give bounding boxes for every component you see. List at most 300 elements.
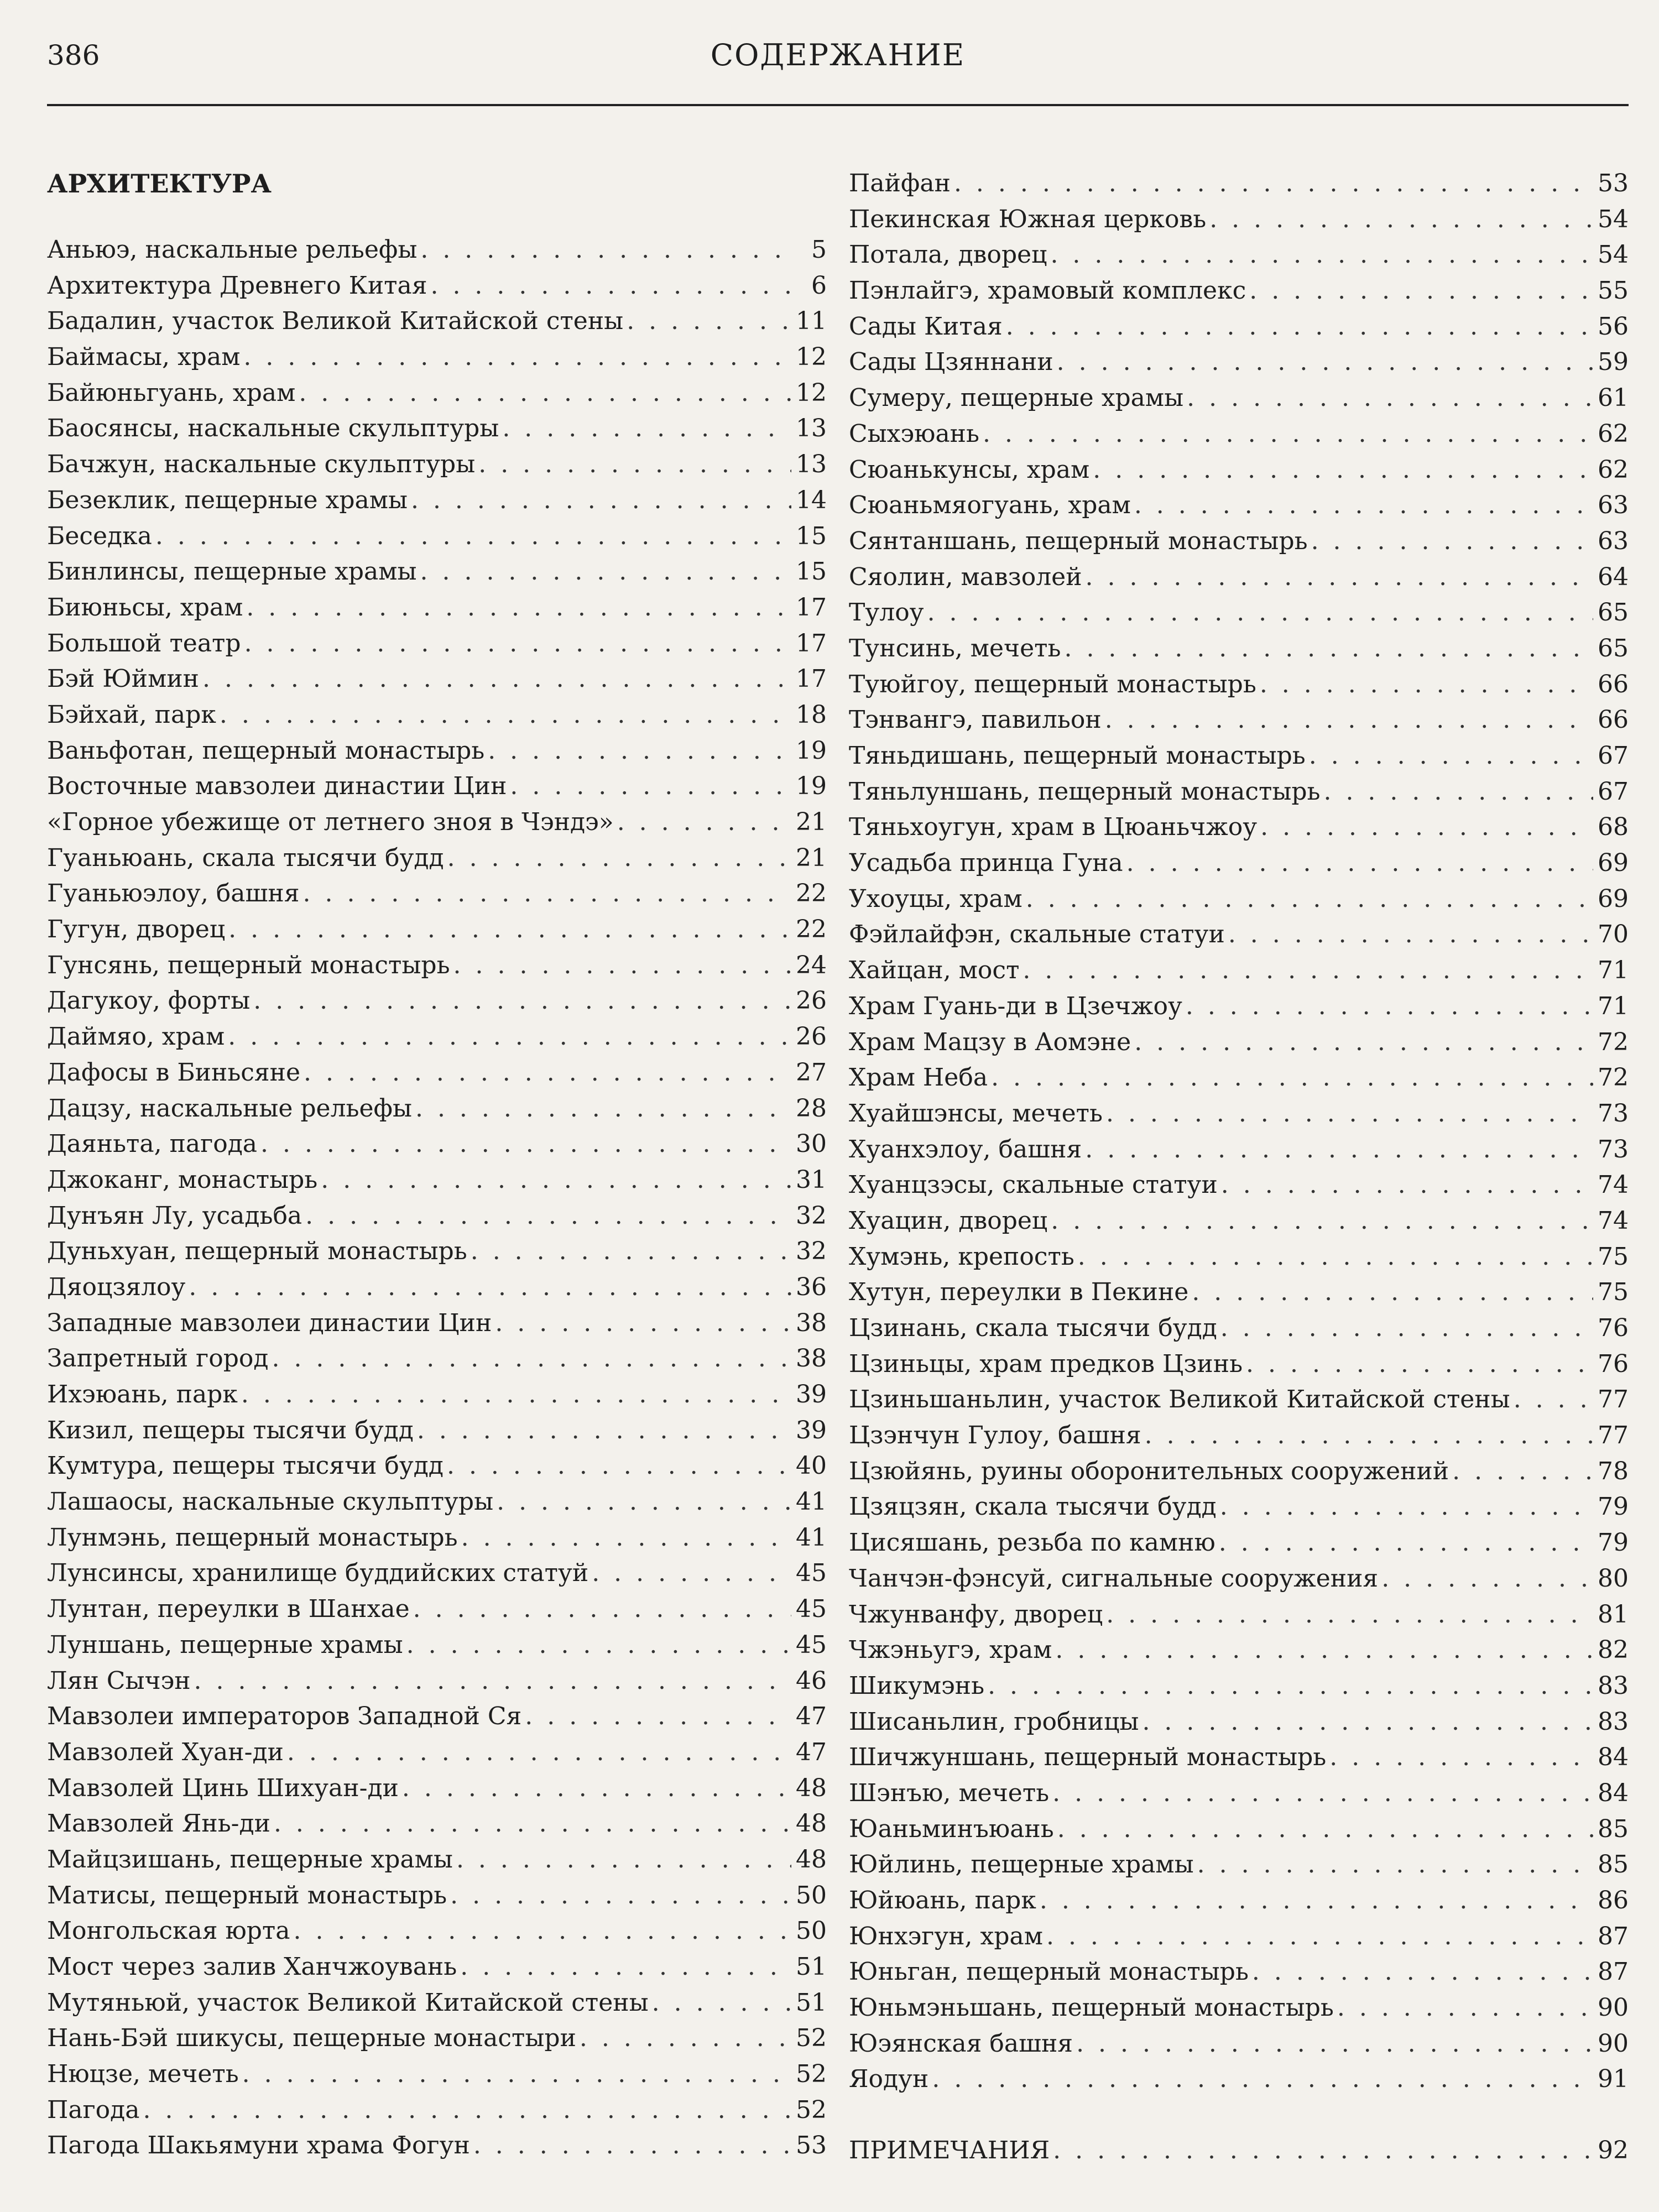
toc-entry-title: Ихэюань, парк — [47, 1380, 238, 1408]
dot-leader — [473, 2128, 791, 2163]
dot-leader — [617, 805, 791, 840]
toc-entry[interactable] — [849, 1418, 1629, 1454]
dot-leader — [502, 411, 791, 446]
toc-entry-page: 15 — [796, 557, 827, 586]
dot-leader — [510, 769, 791, 804]
toc-entry-page: 59 — [1598, 348, 1629, 377]
toc-entry[interactable] — [47, 1019, 827, 1055]
dot-leader — [194, 1663, 791, 1699]
toc-entry[interactable] — [47, 626, 827, 662]
dot-leader — [652, 1985, 791, 2021]
dot-leader — [461, 1520, 791, 1556]
dot-leader — [420, 554, 791, 589]
toc-entry-page: 39 — [796, 1416, 827, 1444]
toc-entry-page: 38 — [796, 1344, 827, 1373]
toc-entry[interactable] — [849, 1990, 1629, 2026]
toc-entry[interactable] — [849, 1311, 1629, 1347]
toc-entry[interactable] — [849, 166, 1629, 202]
toc-entry[interactable] — [47, 519, 827, 555]
toc-entry[interactable] — [47, 375, 827, 411]
toc-entry-page: 69 — [1598, 884, 1629, 913]
toc-entry-page: 41 — [796, 1488, 827, 1516]
toc-entry[interactable] — [849, 667, 1629, 703]
toc-entry-page: 54 — [1598, 205, 1629, 233]
dot-leader — [1452, 1454, 1593, 1489]
toc-entry[interactable] — [47, 1306, 827, 1342]
dot-leader — [1057, 1812, 1593, 1847]
toc-entry-title: Пайфан — [849, 169, 951, 197]
toc-entry[interactable] — [849, 989, 1629, 1025]
toc-entry[interactable] — [47, 2057, 827, 2093]
dot-leader — [1311, 524, 1593, 559]
toc-entry-title: Потала, дворец — [849, 241, 1047, 269]
toc-entry-title: Хуайшэнсы, мечеть — [849, 1099, 1103, 1128]
toc-entry-page: 74 — [1598, 1171, 1629, 1199]
toc-entry-title: Лунсинсы, хранилище буддийских статуй — [47, 1559, 589, 1588]
toc-entry-title: Шикумэнь — [849, 1671, 985, 1700]
toc-entry-title: Дяоцзялоу — [47, 1272, 186, 1301]
toc-entry-title: Аньюэ, наскальные рельефы — [47, 236, 418, 264]
dot-leader — [274, 1806, 791, 1841]
toc-entry-page: 66 — [1598, 670, 1629, 698]
toc-entry-page: 71 — [1598, 992, 1629, 1020]
toc-entry[interactable] — [849, 345, 1629, 380]
toc-entry[interactable] — [47, 769, 827, 805]
page-number: 386 — [47, 39, 100, 71]
toc-entry-page: 79 — [1598, 1528, 1629, 1557]
dot-leader — [411, 483, 791, 518]
toc-entry-notes[interactable] — [849, 2133, 1629, 2169]
toc-entry[interactable] — [849, 1632, 1629, 1668]
toc-entry-page: 67 — [1598, 742, 1629, 770]
toc-entry-title: Кумтура, пещеры тысячи будд — [47, 1452, 444, 1480]
toc-entry-title: Мавзолей Хуан-ди — [47, 1738, 284, 1766]
toc-entry-title: Нань-Бэй шикусы, пещерные монастыри — [47, 2024, 576, 2053]
toc-entry-page: 91 — [1598, 2065, 1629, 2094]
toc-entry[interactable] — [47, 411, 827, 447]
toc-entry[interactable] — [849, 1167, 1629, 1203]
toc-entry-page: 17 — [796, 593, 827, 622]
toc-entry-title: Большой театр — [47, 629, 241, 658]
toc-entry[interactable] — [47, 483, 827, 519]
toc-entry-title: Юйлинь, пещерные храмы — [849, 1850, 1194, 1879]
toc-entry-page: 86 — [1598, 1886, 1629, 1914]
dot-leader — [228, 1019, 791, 1055]
dot-leader — [471, 1234, 791, 1269]
toc-entry-page: 12 — [796, 378, 827, 407]
dot-leader — [1514, 1382, 1593, 1417]
toc-entry[interactable] — [849, 2062, 1629, 2098]
toc-entry[interactable] — [849, 1060, 1629, 1096]
toc-entry-page: 64 — [1598, 562, 1629, 591]
toc-entry[interactable] — [47, 1520, 827, 1556]
toc-entry-page: 22 — [796, 879, 827, 908]
toc-entry[interactable] — [849, 1025, 1629, 1061]
toc-entry-page: 17 — [796, 665, 827, 693]
toc-entry[interactable] — [849, 1954, 1629, 1990]
toc-entry-page: 32 — [796, 1237, 827, 1266]
toc-entry-page: 18 — [796, 700, 827, 729]
toc-entry-page: 79 — [1598, 1493, 1629, 1521]
toc-entry-title: Гуаньюань, скала тысячи будд — [47, 843, 444, 872]
toc-entry-title: Шисаньлин, гробницы — [849, 1707, 1139, 1736]
toc-entry[interactable] — [47, 1806, 827, 1842]
toc-entry-title: ПРИМЕЧАНИЯ — [849, 2136, 1050, 2165]
dot-leader — [189, 1270, 791, 1305]
dot-leader — [1086, 560, 1593, 595]
toc-entry[interactable] — [47, 1771, 827, 1807]
toc-entry[interactable] — [849, 560, 1629, 596]
toc-entry-title: Лян Сычэн — [47, 1666, 191, 1695]
toc-entry[interactable] — [47, 590, 827, 626]
toc-entry-title: Храм Гуань-ди в Цзечжоу — [849, 992, 1182, 1020]
dot-leader — [627, 304, 791, 339]
toc-entry-page: 19 — [796, 772, 827, 801]
toc-entry-page: 30 — [796, 1130, 827, 1159]
toc-entry-title: Бадалин, участок Великой Китайской стены — [47, 307, 624, 336]
toc-entry[interactable] — [47, 2021, 827, 2057]
toc-entry[interactable] — [849, 1382, 1629, 1418]
toc-entry[interactable] — [47, 1484, 827, 1520]
dot-leader — [1246, 1347, 1593, 1382]
toc-entry[interactable] — [47, 983, 827, 1019]
toc-entry[interactable] — [47, 2093, 827, 2128]
toc-entry-page: 11 — [796, 307, 827, 336]
toc-entry[interactable] — [47, 948, 827, 984]
toc-entry-title: Дафосы в Биньсяне — [47, 1058, 301, 1087]
toc-entry-page: 85 — [1598, 1814, 1629, 1843]
dot-leader — [420, 232, 791, 268]
toc-entry[interactable] — [849, 237, 1629, 273]
dot-leader — [1309, 738, 1593, 774]
toc-entry-title: Храм Неба — [849, 1063, 988, 1092]
toc-entry[interactable] — [47, 1234, 827, 1270]
toc-entry[interactable] — [849, 2026, 1629, 2062]
toc-entry[interactable] — [849, 1489, 1629, 1525]
toc-entry[interactable] — [47, 2128, 827, 2164]
dot-leader — [228, 912, 791, 947]
toc-entry-title: Цзяцзян, скала тысячи будд — [849, 1493, 1217, 1521]
dot-leader — [246, 590, 791, 625]
toc-entry[interactable] — [849, 1847, 1629, 1883]
toc-entry[interactable] — [47, 340, 827, 375]
toc-entry-page: 69 — [1598, 849, 1629, 878]
toc-entry[interactable] — [849, 1525, 1629, 1561]
toc-entry-title: Фэйлайфэн, скальные статуи — [849, 920, 1225, 949]
toc-entry[interactable] — [47, 1413, 827, 1449]
toc-entry[interactable] — [849, 309, 1629, 345]
dot-leader — [1323, 774, 1593, 810]
dot-leader — [447, 841, 791, 876]
toc-entry[interactable] — [47, 268, 827, 304]
toc-entry-page: 62 — [1598, 419, 1629, 448]
toc-entry[interactable] — [849, 1203, 1629, 1239]
toc-entry-page: 85 — [1598, 1850, 1629, 1879]
toc-entry[interactable] — [47, 697, 827, 733]
toc-left-column — [47, 166, 827, 2164]
dot-leader — [954, 166, 1593, 201]
toc-entry-page: 52 — [796, 2095, 827, 2124]
toc-entry-page: 65 — [1598, 634, 1629, 662]
dot-leader — [242, 2057, 791, 2092]
dot-leader — [991, 1060, 1593, 1095]
toc-entry-title: Ваньфотан, пещерный монастырь — [47, 736, 485, 765]
toc-entry-page: 45 — [796, 1630, 827, 1659]
toc-entry[interactable] — [47, 1592, 827, 1627]
toc-entry-title: Нюцзе, мечеть — [47, 2060, 239, 2089]
toc-entry-title: Пекинская Южная церковь — [849, 205, 1207, 233]
toc-entry[interactable] — [47, 1735, 827, 1771]
toc-entry-page: 83 — [1598, 1671, 1629, 1700]
toc-entry[interactable] — [849, 1919, 1629, 1955]
toc-entry-title: Шэнъю, мечеть — [849, 1778, 1050, 1807]
toc-entry[interactable] — [849, 702, 1629, 738]
toc-entry[interactable] — [849, 273, 1629, 309]
toc-entry-title: Безеклик, пещерные храмы — [47, 486, 408, 514]
toc-entry-page: 50 — [796, 1881, 827, 1910]
toc-entry-page: 17 — [796, 629, 827, 658]
toc-entry[interactable] — [47, 304, 827, 340]
toc-entry[interactable] — [47, 1270, 827, 1306]
toc-entry-title: Храм Мацзу в Аомэне — [849, 1027, 1131, 1056]
toc-entry-page: 53 — [1598, 169, 1629, 197]
toc-entry[interactable] — [849, 1668, 1629, 1704]
dot-leader — [1260, 810, 1593, 845]
toc-entry[interactable] — [47, 661, 827, 697]
toc-entry[interactable] — [849, 380, 1629, 416]
dot-leader — [1145, 1418, 1593, 1453]
toc-entry[interactable] — [47, 1448, 827, 1484]
dot-leader — [220, 697, 791, 733]
toc-entry[interactable] — [47, 554, 827, 590]
toc-entry-title: Дагукоу, форты — [47, 987, 251, 1015]
toc-entry-title: Лашаосы, наскальные скульптуры — [47, 1488, 494, 1516]
toc-entry[interactable] — [849, 1776, 1629, 1812]
toc-entry[interactable] — [849, 1454, 1629, 1490]
dot-leader — [287, 1735, 791, 1770]
toc-entry-title: Хуанцзэсы, скальные статуи — [849, 1171, 1218, 1199]
dot-leader — [988, 1668, 1593, 1704]
toc-entry[interactable] — [849, 738, 1629, 774]
dot-leader — [415, 1091, 791, 1126]
page-header — [47, 33, 1629, 77]
toc-entry-title: Сяолин, мавзолей — [849, 562, 1082, 591]
toc-entry-title: Цзиньцы, храм предков Цзинь — [849, 1349, 1243, 1378]
dot-leader — [402, 1771, 791, 1806]
toc-entry-page: 48 — [796, 1809, 827, 1838]
toc-entry[interactable] — [849, 488, 1629, 524]
toc-entry[interactable] — [47, 1377, 827, 1413]
toc-entry[interactable] — [47, 1556, 827, 1592]
toc-entry-page: 72 — [1598, 1027, 1629, 1056]
toc-entry[interactable] — [849, 1561, 1629, 1597]
running-title: СОДЕРЖАНИЕ — [710, 38, 966, 72]
toc-entry-page: 75 — [1598, 1278, 1629, 1307]
toc-entry-title: Западные мавзолеи династии Цин — [47, 1308, 492, 1337]
toc-entry-title: Чанчэн-фэнсуй, сигнальные сооружения — [849, 1564, 1379, 1593]
toc-entry[interactable] — [47, 1091, 827, 1127]
toc-entry-page: 84 — [1598, 1778, 1629, 1807]
dot-leader — [1050, 237, 1593, 273]
toc-entry[interactable] — [47, 1055, 827, 1091]
toc-entry-page: 48 — [796, 1773, 827, 1802]
toc-entry[interactable] — [47, 912, 827, 948]
toc-entry[interactable] — [47, 841, 827, 877]
toc-right-column — [849, 166, 1629, 2169]
toc-entry-title: Хумэнь, крепость — [849, 1242, 1074, 1271]
dot-leader — [1186, 989, 1593, 1024]
toc-entry[interactable] — [849, 953, 1629, 989]
dot-leader — [1192, 1275, 1593, 1310]
dot-leader — [299, 375, 791, 411]
toc-entry-title: Хутун, переулки в Пекине — [849, 1278, 1189, 1307]
toc-entry-title: Цисяшань, резьба по камню — [849, 1528, 1215, 1557]
dot-leader — [1228, 917, 1593, 952]
toc-entry[interactable] — [47, 1663, 827, 1699]
toc-entry[interactable] — [849, 917, 1629, 953]
toc-entry[interactable] — [47, 733, 827, 769]
toc-entry-page: 26 — [796, 987, 827, 1015]
toc-entry[interactable] — [47, 232, 827, 268]
toc-entry[interactable] — [849, 1347, 1629, 1383]
dot-leader — [406, 1627, 791, 1663]
toc-entry-title: Туюйгоу, пещерный монастырь — [849, 670, 1256, 698]
toc-entry[interactable] — [47, 1878, 827, 1914]
toc-entry[interactable] — [849, 774, 1629, 810]
toc-entry[interactable] — [47, 1949, 827, 1985]
toc-entry-title: Даймяо, храм — [47, 1022, 225, 1051]
toc-entry-page: 13 — [796, 414, 827, 443]
toc-entry[interactable] — [849, 631, 1629, 667]
toc-entry-page: 47 — [796, 1738, 827, 1766]
toc-entry-page: 63 — [1598, 526, 1629, 555]
dot-leader — [1106, 1597, 1593, 1632]
toc-entry[interactable] — [849, 524, 1629, 560]
dot-leader — [1220, 1489, 1593, 1525]
toc-entry-page: 45 — [796, 1595, 827, 1624]
toc-entry-page: 48 — [796, 1845, 827, 1874]
toc-entry-page: 61 — [1598, 384, 1629, 413]
toc-entry-title: Шичжуншань, пещерный монастырь — [849, 1743, 1327, 1772]
section-heading-architecture: АРХИТЕКТУРА — [47, 169, 272, 199]
dot-leader — [260, 1126, 791, 1162]
toc-entry[interactable] — [47, 805, 827, 841]
toc-entry[interactable] — [849, 595, 1629, 631]
toc-entry-title: Цзэнчун Гулоу, башня — [849, 1421, 1141, 1450]
toc-entry-page: 53 — [796, 2131, 827, 2160]
toc-entry-title: «Горное убежище от летнего зноя в Чэндэ» — [47, 808, 614, 836]
toc-entry[interactable] — [47, 1627, 827, 1663]
toc-entry-page: 6 — [811, 271, 827, 300]
toc-entry[interactable] — [47, 1913, 827, 1949]
toc-entry-title: Пэнлайгэ, храмовый комплекс — [849, 276, 1246, 305]
dot-leader — [1006, 309, 1593, 345]
toc-entry[interactable] — [849, 1740, 1629, 1776]
toc-entry-page: 80 — [1598, 1564, 1629, 1593]
toc-entry-page: 15 — [796, 521, 827, 550]
toc-entry-page: 36 — [796, 1272, 827, 1301]
toc-entry-page: 63 — [1598, 491, 1629, 520]
toc-entry[interactable] — [849, 881, 1629, 917]
toc-entry[interactable] — [849, 1597, 1629, 1633]
toc-entry-page: 83 — [1598, 1707, 1629, 1736]
toc-entry[interactable] — [849, 452, 1629, 488]
dot-leader — [417, 1413, 791, 1448]
toc-entry[interactable] — [47, 447, 827, 483]
dot-leader — [1064, 631, 1593, 666]
toc-entry[interactable] — [47, 876, 827, 912]
toc-entry[interactable] — [849, 1812, 1629, 1848]
dot-leader — [293, 1913, 791, 1949]
toc-entry[interactable] — [47, 1699, 827, 1735]
toc-entry-page: 41 — [796, 1523, 827, 1552]
toc-entry-page: 66 — [1598, 706, 1629, 734]
toc-entry-title: Луншань, пещерные храмы — [47, 1630, 403, 1659]
toc-entry[interactable] — [47, 1162, 827, 1198]
toc-entry-title: Лунтан, переулки в Шанхае — [47, 1595, 410, 1624]
toc-entry-page: 21 — [796, 843, 827, 872]
toc-entry[interactable] — [849, 416, 1629, 452]
toc-entry[interactable] — [849, 1704, 1629, 1740]
toc-entry-page: 39 — [796, 1380, 827, 1408]
toc-entry[interactable] — [47, 1198, 827, 1234]
dot-leader — [453, 948, 791, 983]
dot-leader — [478, 447, 791, 482]
toc-entry-page: 90 — [1598, 2029, 1629, 2058]
toc-entry-title: Дацзу, наскальные рельефы — [47, 1094, 412, 1123]
toc-entry-page: 90 — [1598, 1994, 1629, 2022]
toc-entry[interactable] — [849, 1096, 1629, 1132]
dot-leader — [460, 1949, 791, 1985]
toc-entry-title: Юньган, пещерный монастырь — [849, 1958, 1249, 1986]
toc-entry-page: 92 — [1598, 2136, 1629, 2165]
toc-entry-title: Пагода — [47, 2095, 140, 2124]
dot-leader — [143, 2093, 791, 2128]
toc-entry-title: Цзинань, скала тысячи будд — [849, 1314, 1217, 1342]
dot-leader — [1187, 380, 1593, 416]
dot-leader — [1142, 1704, 1593, 1740]
dot-leader — [1337, 1990, 1593, 2026]
toc-entry[interactable] — [849, 1239, 1629, 1275]
toc-entry[interactable] — [849, 846, 1629, 881]
toc-entry-title: Биюньсы, храм — [47, 593, 243, 622]
toc-entry[interactable] — [849, 1883, 1629, 1919]
toc-entry-title: Монгольская юрта — [47, 1917, 290, 1945]
dot-leader — [1106, 1096, 1593, 1131]
toc-entry-page: 14 — [796, 486, 827, 514]
toc-entry-page: 76 — [1598, 1349, 1629, 1378]
spacer — [849, 2098, 1629, 2133]
toc-entry[interactable] — [47, 1985, 827, 2021]
toc-entry-title: Юэянская башня — [849, 2029, 1073, 2058]
toc-entry[interactable] — [849, 810, 1629, 846]
toc-entry[interactable] — [47, 1126, 827, 1162]
toc-entry-title: Чжэньугэ, храм — [849, 1636, 1052, 1665]
dot-leader — [1105, 702, 1593, 738]
toc-entry[interactable] — [47, 1341, 827, 1377]
toc-entry-title: Сады Цзяннани — [849, 348, 1053, 377]
toc-entry[interactable] — [849, 202, 1629, 238]
toc-entry-title: Мавзолей Цинь Шихуан-ди — [47, 1773, 399, 1802]
toc-entry-page: 77 — [1598, 1421, 1629, 1450]
toc-entry-page: 55 — [1598, 276, 1629, 305]
toc-entry[interactable] — [47, 1842, 827, 1878]
toc-entry[interactable] — [849, 1132, 1629, 1168]
toc-entry[interactable] — [849, 1275, 1629, 1311]
dot-leader — [243, 340, 791, 375]
toc-entry-page: 52 — [796, 2060, 827, 2089]
dot-leader — [1078, 1239, 1593, 1275]
